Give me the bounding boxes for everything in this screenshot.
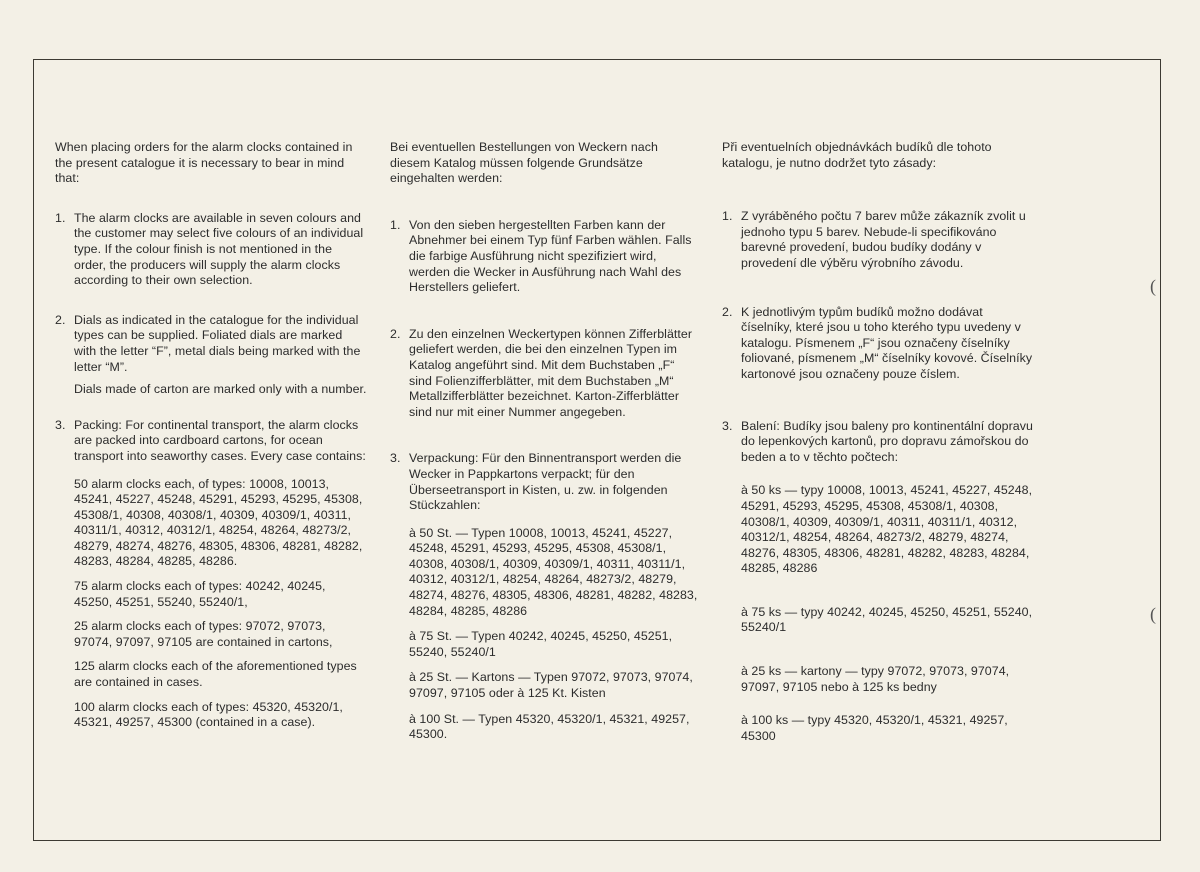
german-column <box>390 140 700 743</box>
czech-item-2: 2. K jednotlivým typům budíků možno dodávat číselníky, které jsou u toho kterého typu uvedeny v katalogu. Písmenem „F“ jsou označeny číselníky foliované, písmenem „M“ číselníky kovové. Číselníky kartonové jsou označeny pouze číslem. <box>722 304 1033 381</box>
punch-hole-mark: ( <box>1150 604 1156 624</box>
english-item-3: 3. Packing: For continental transport, the alarm clocks are packed into cardboard cartons, for ocean transport into seaworthy cases. Every case contains: 50 alarm clocks each, of types: 10008, 10013, 45241, 45227, 45248, 45291, 45293, 45295, 45308, 45308/1, 40308, 40308/1, 40309, 40309/1, 40311, 40311/1, 40312, 40312/1, 48254, 48264, 48273/2, 48279, 48274, 48276, 48305, 48306, 48281, 48282, 48283, 48284, 48285, 48286. 75 alarm clocks each of types: 40242, 40245, 45250, 45251, 55240, 55240/1, 25 alarm clocks each of types: 97072, 97073, 97074, 97097, 97105 are contained in cartons, 125 alarm clocks each of the aforementioned types are contained in cases. 100 alarm clocks each of types: 45320, 45320/1, 45321, 49257, 45300 (contained in a case). <box>55 417 366 730</box>
english-intro: When placing orders for the alarm clocks contained in the present catalogue it is necessary to bear in mind that: <box>55 140 353 186</box>
english-packing-50: 50 alarm clocks each, of types: 10008, 10013, 45241, 45227, 45248, 45291, 45293, 45295, 45308, 45308/1, 40308, 40308/1, 40309, 40309/1, 40311, 40311/1, 40312, 40312/1, 48254, 48264, 48273/2, 48279, 48274, 48276, 48305, 48306, 48281, 48282, 48283, 48284, 48285, 48286. <box>74 476 363 569</box>
german-item-1: 1. Von den sieben hergestellten Farben kann der Abnehmer bei einem Typ fünf Farben wählen. Falls die farbige Ausführung nicht spezifiziert wird, werden die Wecker in Ausführung nach Wahl des Herstellers geliefert. <box>390 217 692 295</box>
czech-packing-75: à 75 ks — typy 40242, 40245, 45250, 45251, 55240, 55240/1 <box>741 604 1033 635</box>
english-packing-25: 25 alarm clocks each of types: 97072, 97073, 97074, 97097, 97105 are contained in cartons, <box>74 619 333 649</box>
czech-packing-25: à 25 ks — kartony — typy 97072, 97073, 97074, 97097, 97105 nebo à 125 ks bedny <box>741 664 1010 694</box>
czech-column <box>722 140 1034 744</box>
punch-hole-mark: ( <box>1150 276 1156 296</box>
czech-intro: Při eventuelních objednávkách budíků dle tohoto katalogu, je nutno dodržet tyto zásady: <box>722 140 992 170</box>
german-packing-75: à 75 St. — Typen 40242, 40245, 45250, 45251, 55240, 55240/1 <box>409 629 673 659</box>
english-item-1: 1. The alarm clocks are available in seven colours and the customer may select five colours of an individual type. If the colour finish is not mentioned in the order, the producers will supply the alarm clocks according to their own selection. <box>55 210 364 288</box>
german-packing-50: à 50 St. — Typen 10008, 10013, 45241, 45227, 45248, 45291, 45293, 45295, 45308, 45308/1, 40308, 40308/1, 40309, 40309/1, 40311, 40311/1, 40312, 40312/1, 48254, 48264, 48273/2, 48279, 48274, 48276, 48305, 48306, 48281, 48282, 48283, 48284, 48285, 48286 <box>409 525 698 618</box>
czech-packing-50: à 50 ks — typy 10008, 10013, 45241, 45227, 45248, 45291, 45293, 45295, 45308, 45308/1, 40308, 40308/1, 40309, 40309/1, 40311, 40311/1, 40312, 40312/1, 48254, 48264, 48273/2, 48279, 48274, 48276, 48305, 48306, 48281, 48282, 48283, 48284, 48285, 48286 <box>741 483 1033 576</box>
czech-item-1: 1. Z vyráběného počtu 7 barev může zákazník zvolit u jednoho typu 5 barev. Nebude-li specifikováno barevné provedení, budou budíky dodány v provedení dle výběru výrobního závodu. <box>722 209 1026 270</box>
czech-packing-100: à 100 ks — typy 45320, 45320/1, 45321, 49257, 45300 <box>741 713 1008 743</box>
german-item-2: 2. Zu den einzelnen Weckertypen können Zifferblätter geliefert werden, die bei den einzelnen Typen im Katalog angeführt sind. Mit dem Buchstaben „F“ sind Folienzifferblätter, mit dem Buchstaben „M“ Metallzifferblätter bezeichnet. Karton-Zifferblätter sind nur mit einer Nummer angegeben. <box>390 326 693 419</box>
english-column <box>55 140 367 731</box>
german-intro: Bei eventuellen Bestellungen von Weckern nach diesem Katalog müssen folgende Grundsätze eingehalten werden: <box>390 140 658 186</box>
german-packing-25: à 25 St. — Kartons — Typen 97072, 97073, 97074, 97097, 97105 oder à 125 Kt. Kisten <box>409 670 693 701</box>
german-packing-100: à 100 St. — Typen 45320, 45320/1, 45321, 49257, 45300. <box>409 711 690 742</box>
czech-item-3: 3. Balení: Budíky jsou baleny pro kontinentální dopravu do lepenkových kartonů, pro dopravu zámořskou do beden a to v těchto počtech: à 50 ks — typy 10008, 10013, 45241, 45227, 45248, 45291, 45293, 45295, 45308, 45308/1, 40308, 40308/1, 40309, 40309/1, 40311, 40311/1, 40312, 40312/1, 48254, 48264, 48273/2, 48279, 48274, 48276, 48305, 48306, 48281, 48282, 48283, 48284, 48285, 48286 à 75 ks — typy 40242, 40245, 45250, 45251, 55240, 55240/1 à 25 ks — kartony — typy 97072, 97073, 97074, 97097, 97105 nebo à 125 ks bedny à 100 ks — typy 45320, 45320/1, 45321, 49257, 45300 <box>722 418 1033 743</box>
english-packing-100: 100 alarm clocks each of types: 45320, 45320/1, 45321, 49257, 45300 (contained in a case). <box>74 699 343 730</box>
english-packing-125: 125 alarm clocks each of the aforementioned types are contained in cases. <box>74 659 357 690</box>
german-item-3: 3. Verpackung: Für den Binnentransport werden die Wecker in Pappkartons verpackt; für den Überseetransport in Kisten, u. zw. in folgenden Stückzahlen: à 50 St. — Typen 10008, 10013, 45241, 45227, 45248, 45291, 45293, 45295, 45308, 45308/1, 40308, 40308/1, 40309, 40309/1, 40311, 40311/1, 40312, 40312/1, 48254, 48264, 48273/2, 48279, 48274, 48276, 48305, 48306, 48281, 48282, 48283, 48284, 48285, 48286 à 75 St. — Typen 40242, 40245, 45250, 45251, 55240, 55240/1 à 25 St. — Kartons — Typen 97072, 97073, 97074, 97097, 97105 oder à 125 Kt. Kisten à 100 St. — Typen 45320, 45320/1, 45321, 49257, 45300. <box>390 451 700 743</box>
english-item-2: 2. Dials as indicated in the catalogue for the individual types can be supplied. Foliated dials are marked with the letter “F”, metal dials being marked with the letter “M”. Dials made of carton are marked only with a number. <box>55 312 367 397</box>
english-packing-75: 75 alarm clocks each of types: 40242, 40245, 45250, 45251, 55240, 55240/1, <box>74 579 326 609</box>
